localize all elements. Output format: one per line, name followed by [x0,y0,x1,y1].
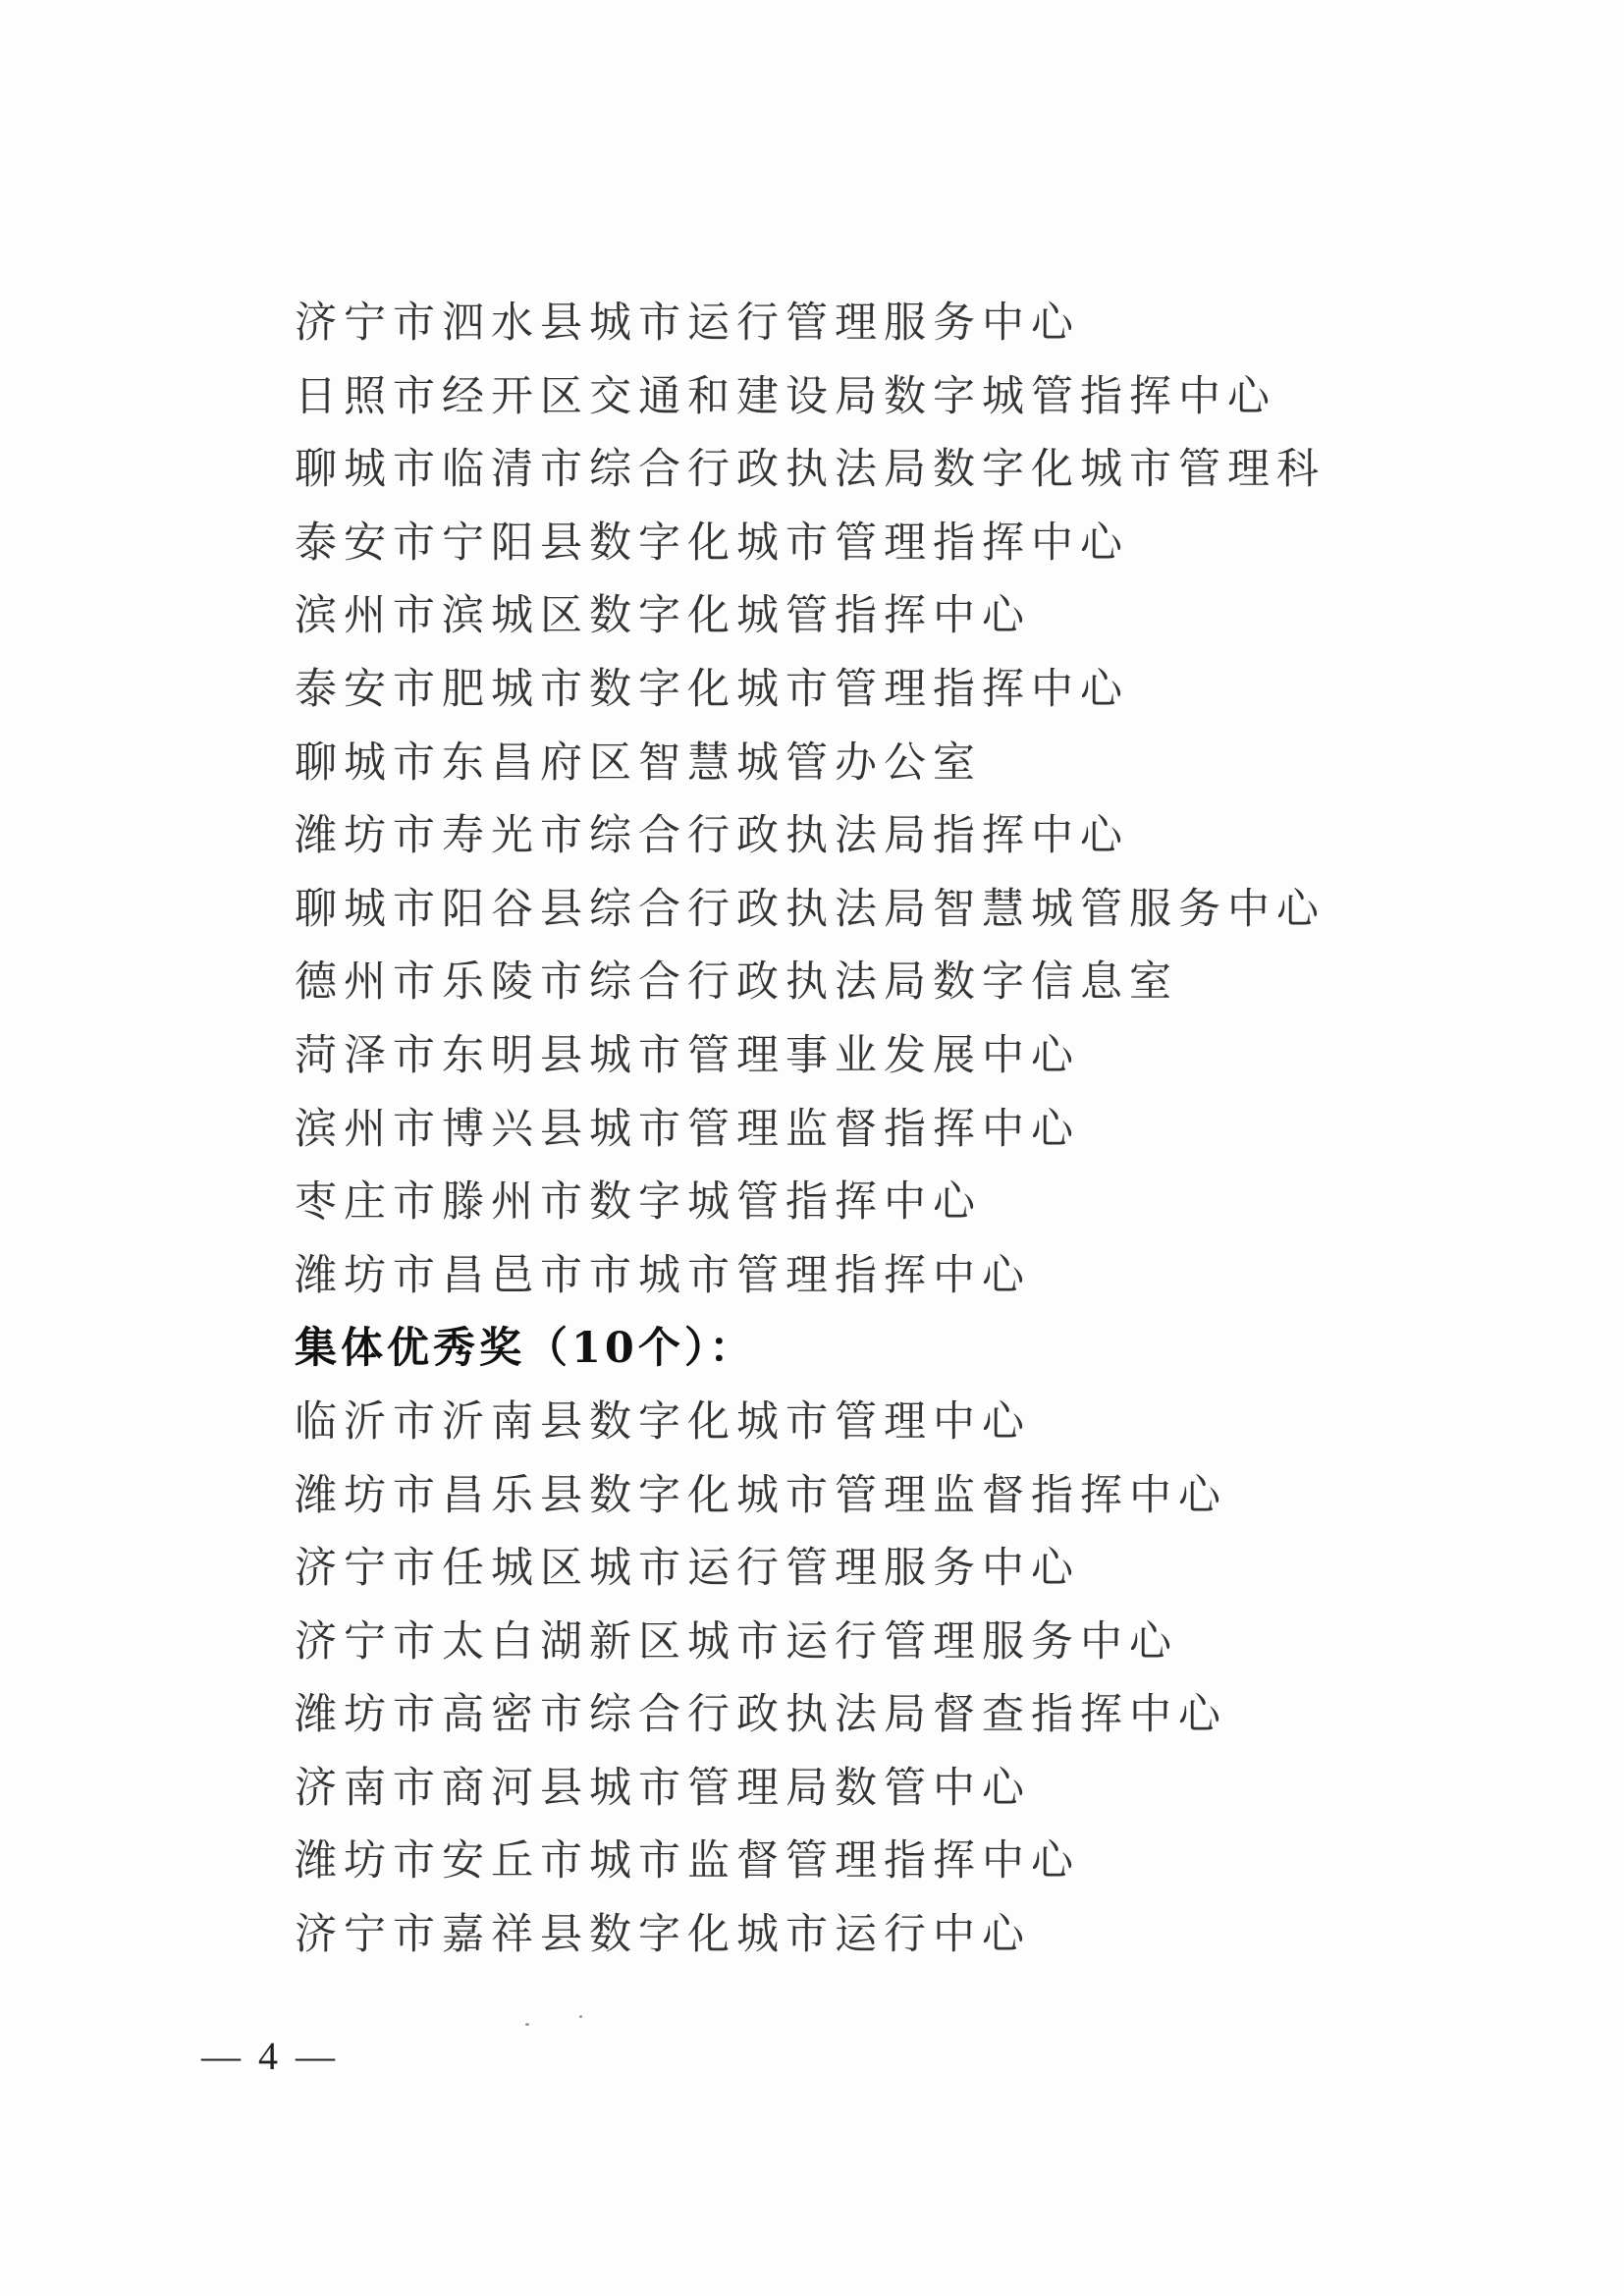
list-item: 潍坊市昌邑市市城市管理指挥中心 [295,1250,1031,1300]
list-item: 潍坊市昌乐县数字化城市管理监督指挥中心 [295,1470,1227,1520]
list-item: 滨州市博兴县城市管理监督指挥中心 [295,1104,1080,1154]
list-item: 济南市商河县城市管理局数管中心 [295,1763,1031,1813]
list-item: 济宁市泗水县城市运行管理服务中心 [295,299,1080,348]
list-item: 济宁市太白湖新区城市运行管理服务中心 [295,1616,1178,1667]
scan-speck [525,2023,529,2026]
list-item: 济宁市任城区城市运行管理服务中心 [295,1544,1080,1594]
award-list [295,287,1375,1972]
list-item: 滨州市滨城区数字化城管指挥中心 [295,591,1031,641]
list-item: 菏泽市东明县城市管理事业发展中心 [295,1030,1080,1080]
list-item: 德州市乐陵市综合行政执法局数字信息室 [295,957,1178,1008]
section-heading: 集体优秀奖（10个）： [295,1324,756,1374]
list-item: 泰安市肥城市数字化城市管理指挥中心 [295,664,1129,714]
list-item: 济宁市嘉祥县数字化城市运行中心 [295,1910,1031,1960]
list-item: 潍坊市寿光市综合行政执法局指挥中心 [295,811,1129,861]
list-item: 泰安市宁阳县数字化城市管理指挥中心 [295,518,1129,568]
list-item: 聊城市临清市综合行政执法局数字化城市管理科 [295,445,1326,495]
list-item: 潍坊市安丘市城市监督管理指挥中心 [295,1836,1080,1886]
list-item: 枣庄市滕州市数字城管指挥中心 [295,1177,982,1228]
list-item: 聊城市东昌府区智慧城管办公室 [295,738,982,788]
scan-speck [579,2015,582,2018]
list-item: 潍坊市高密市综合行政执法局督查指挥中心 [295,1690,1227,1740]
list-item: 临沂市沂南县数字化城市管理中心 [295,1396,1031,1447]
page-number: — 4 — [201,2034,339,2078]
list-item: 聊城市阳谷县综合行政执法局智慧城管服务中心 [295,884,1326,934]
list-item: 日照市经开区交通和建设局数字城管指挥中心 [295,371,1276,421]
